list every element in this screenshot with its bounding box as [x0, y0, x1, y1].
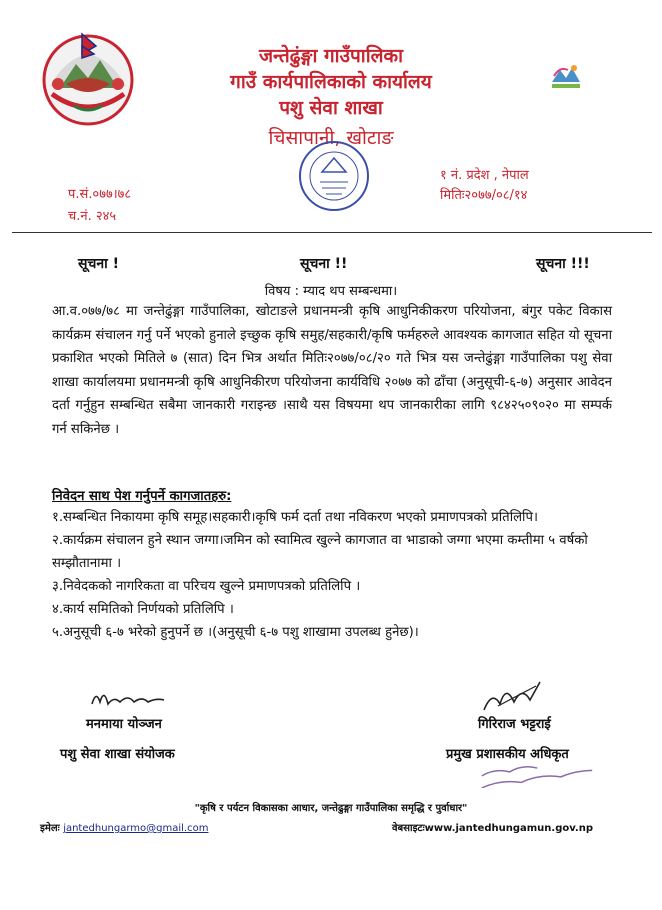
office-name: गाउँ कार्यपालिकाको कार्यालय	[230, 71, 432, 93]
list-item: ५.अनुसूची ६-७ भरेको हुनुपर्ने छ ।(अनुसूची ६-७ पशु शाखामा उपलब्ध हुनेछ)।	[52, 625, 419, 640]
notice-body: आ.व.०७७/७८ मा जन्तेढुंङ्गा गाउँपालिका, खोटाङले प्रधानमन्त्री कृषि आधुनिकीकरण परियोजना, बंगुर पकेट विकास कार्यक्रम संचालन गर्नु पर्ने भएको हुनाले इच्छुक कृषि समुह/सहकारी/कृषि फर्महरुले आवश्यक कागजात सहित यो सूचना प्रकाशित भएको मितिले ७ (सात) दिन भित्र अर्थात मितिः२०७७/०८/२० गते भित्र यस जन्तेढुंङ्गा गाउँपालिका पशु सेवा शाखा कार्यालयमा प्रधानमन्त्री कृषि आधुनिकीरण परियोजना कार्यविधि २०७७ को ढाँचा (अनुसूची-६-७) अनुसार आवेदन दर्ता गर्नुहुन सम्बन्धित सबैमा जानकारी गराइन्छ ।साथै यस विषयमा थप जानकारीका लागि ९८४२५०९०२० मा सम्पर्क गर्न सकिनेछ ।	[52, 304, 612, 437]
documents-list	[52, 502, 612, 644]
municipality-name: जन्तेढुंङ्गा गाउँपालिका	[258, 45, 404, 67]
left-signatory-title: पशु सेवा शाखा संयोजक	[60, 747, 175, 762]
list-item: ४.कार्य समितिको निर्णयको प्रतिलिपि ।	[52, 602, 234, 617]
documents-heading: निवेदन साथ पेश गर्नुपर्ने कागजातहरु:	[52, 489, 232, 504]
website-label: वेबसाइटः	[392, 823, 425, 834]
office-location: चिसापानी, खोटाङ	[268, 127, 394, 149]
notice-label-3: सूचना !!!	[536, 256, 590, 272]
office-seal-stamp	[296, 136, 372, 218]
left-signatory-name: मनमाया योञ्जन	[86, 717, 162, 732]
reference-number: प.सं.०७७।७८	[68, 187, 132, 202]
tourism-logo-icon	[548, 62, 584, 92]
website-link[interactable]: www.jantedhungamun.gov.np	[424, 823, 594, 834]
email-label: इमेलः	[40, 823, 60, 834]
province-label: १ नं. प्रदेश , नेपाल	[440, 168, 529, 183]
dispatch-number: च.नं. २४५	[68, 209, 117, 224]
header-divider	[12, 232, 652, 233]
email-link[interactable]: jantedhungarmo@gmail.com	[63, 823, 209, 834]
footer-email	[40, 820, 208, 834]
signature-left	[88, 686, 168, 712]
right-signatory-title: प्रमुख प्रशासकीय अधिकृत	[446, 747, 569, 762]
list-item: २.कार्यक्रम संचालन हुने स्थान जग्गा।जमिन को स्वामित्व खुल्ने कागजात वा भाडाको जग्गा भएमा कम्तीमा ५ वर्षको सम्झौतानामा ।	[52, 533, 588, 571]
right-signatory-name: गिरिराज भट्टराई	[478, 717, 551, 732]
list-item: १.सम्बन्धित निकायमा कृषि समूह।सहकारी।कृषि फर्म दर्ता तथा नविकरण भएको प्रमाणपत्रको प्रतिलिपि।	[52, 510, 538, 525]
officer-name-stamp	[476, 758, 600, 788]
footer-website	[392, 820, 593, 834]
notice-label-1: सूचना !	[78, 256, 120, 272]
list-item: ३.निवेदकको नागरिकता वा परिचय खुल्ने प्रमाणपत्रको प्रतिलिपि ।	[52, 579, 361, 594]
signature-right	[478, 680, 548, 716]
footer-tagline: "कृषि र पर्यटन विकासका आधार, जन्तेढुङ्गा गाउँपालिका समृद्धि र पुर्वाधार"	[194, 803, 468, 814]
subject-line: विषय : म्याद थप सम्बन्धमा।	[264, 284, 398, 299]
letter-date: मितिः२०७७/०८/१४	[440, 188, 528, 203]
section-name: पशु सेवा शाखा	[279, 97, 383, 119]
notice-label-2: सूचना !!	[300, 256, 348, 272]
